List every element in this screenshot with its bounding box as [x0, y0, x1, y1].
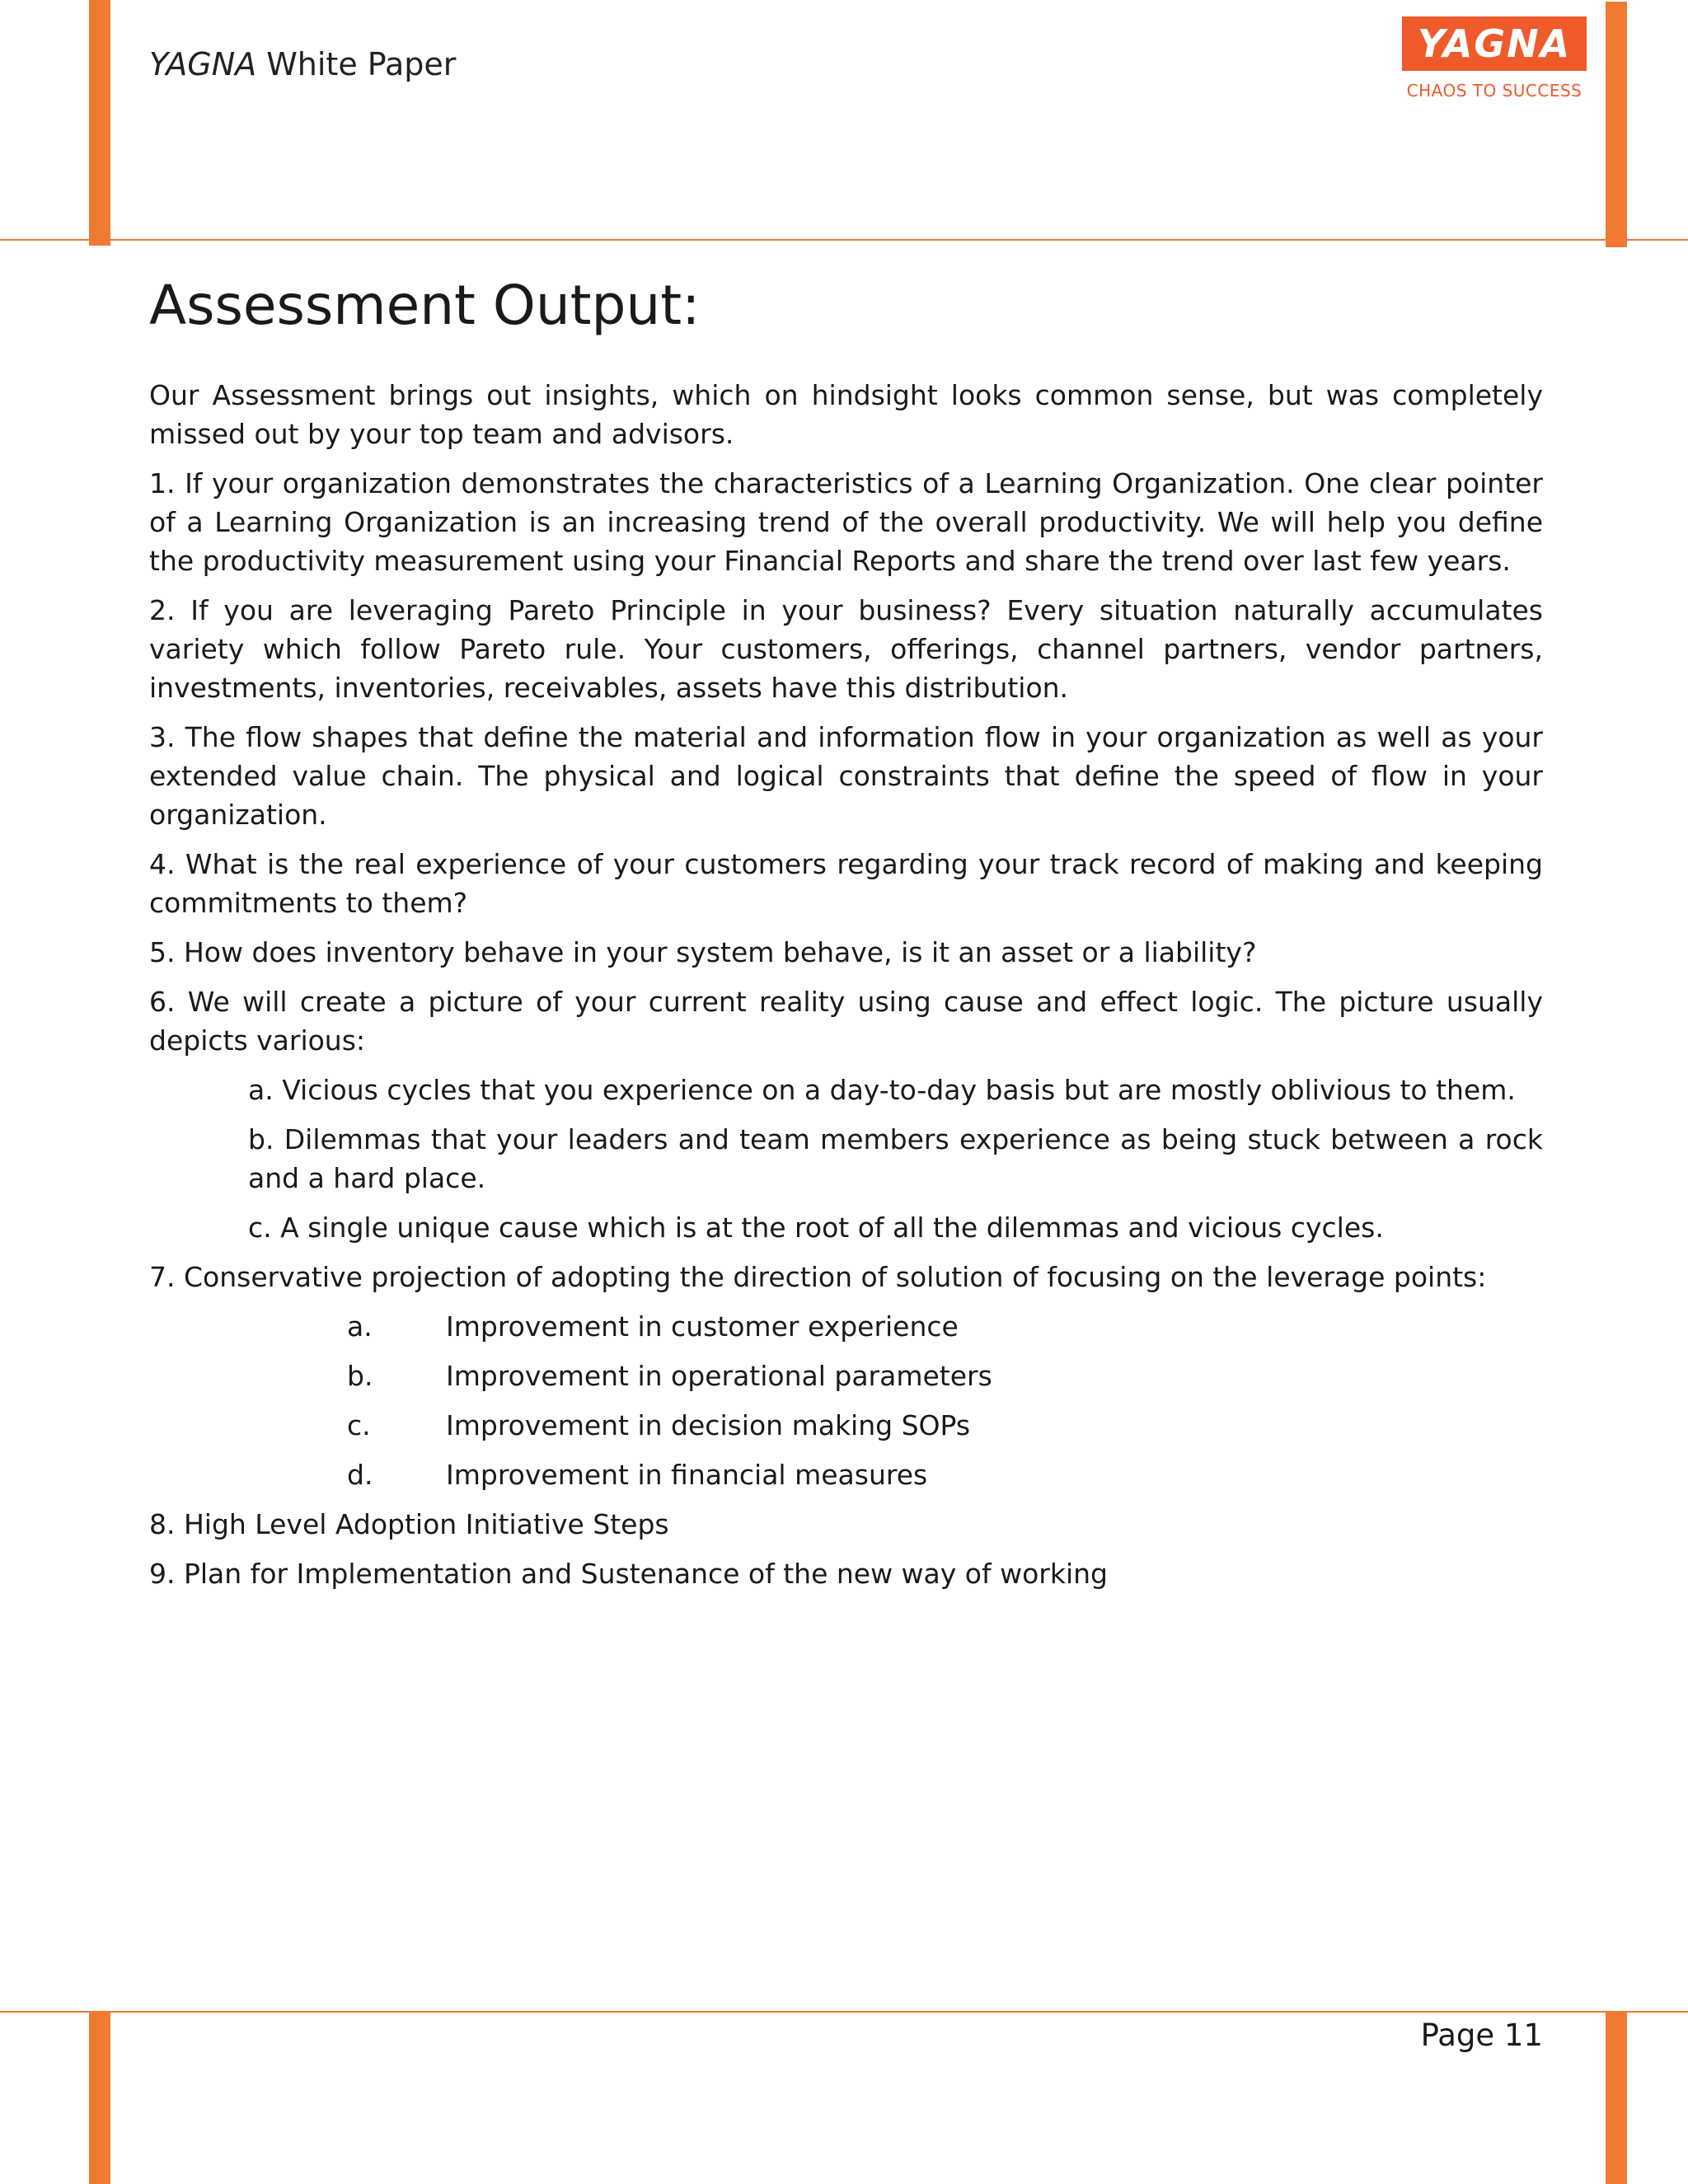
right-accent-bar-bottom: [1606, 2013, 1627, 2184]
leverage-point: [149, 1455, 1543, 1494]
leverage-point-letter: d.: [347, 1459, 373, 1491]
leverage-point: [149, 1357, 1543, 1395]
left-accent-bar-top: [89, 0, 110, 246]
sub-list-item: c. A single unique cause which is at the root of all the dilemmas and vicious cycles.: [248, 1212, 1384, 1244]
leverage-point: [149, 1406, 1543, 1445]
yagna-logo: [1402, 16, 1587, 101]
document-body: [149, 376, 1543, 1604]
header-divider: [0, 239, 1688, 241]
leverage-point-letter: c.: [347, 1409, 371, 1441]
header-title: White Paper: [266, 46, 457, 82]
logo-tagline: CHAOS TO SUCCESS: [1406, 81, 1582, 101]
page-number: Page 11: [1420, 2018, 1543, 2053]
leverage-point-letter: b.: [347, 1360, 373, 1392]
list-item: 5. How does inventory behave in your system behave, is it an asset or a liability?: [149, 936, 1257, 968]
right-accent-bar-top: [1606, 2, 1627, 247]
leverage-point-text: Improvement in financial measures: [446, 1459, 928, 1491]
list-item: 8. High Level Adoption Initiative Steps: [149, 1508, 669, 1540]
left-accent-bar-bottom: [89, 2013, 110, 2184]
list-item: 4. What is the real experience of your customers regarding your track record of making and keeping commitments to them?: [149, 848, 1543, 919]
document-header: [149, 46, 456, 82]
list-item: 3. The flow shapes that define the material and information flow in your organization as well as your extended value chain. The physical and logical constraints that define the speed of flow in your organization.: [149, 721, 1543, 831]
list-item: 7. Conservative projection of adopting the direction of solution of focusing on the leverage points:: [149, 1261, 1487, 1293]
header-brand: YAGNA: [149, 46, 257, 82]
list-item: 2. If you are leveraging Pareto Principle in your business? Every situation naturally accumulates variety which follow Pareto rule. Your customers, offerings, channel partners, vendor partners, investments, inventories, receivables, assets have this distribution.: [149, 594, 1543, 704]
leverage-point: [149, 1307, 1543, 1346]
leverage-point-letter: a.: [347, 1310, 373, 1343]
list-item: 6. We will create a picture of your current reality using cause and effect logic. The picture usually depicts various:: [149, 986, 1543, 1057]
footer-divider: [0, 2011, 1688, 2013]
sub-list-item: a. Vicious cycles that you experience on a day-to-day basis but are mostly oblivious to them.: [248, 1074, 1516, 1106]
leverage-points-list: [149, 1307, 1543, 1494]
list-item: 9. Plan for Implementation and Sustenance of the new way of working: [149, 1558, 1108, 1590]
leverage-point-text: Improvement in operational parameters: [446, 1360, 992, 1392]
sub-list-item: b. Dilemmas that your leaders and team members experience as being stuck between a rock and a hard place.: [248, 1123, 1543, 1194]
list-item: 1. If your organization demonstrates the characteristics of a Learning Organization. One clear pointer of a Learning Organization is an increasing trend of the overall productivity. We will help you define the productivity measurement using your Financial Reports and share the trend over last few years.: [149, 467, 1543, 577]
logo-wordmark: YAGNA: [1402, 16, 1587, 71]
leverage-point-text: Improvement in decision making SOPs: [446, 1409, 971, 1441]
leverage-point-text: Improvement in customer experience: [446, 1310, 959, 1343]
page-title: Assessment Output:: [149, 274, 701, 337]
intro-paragraph: Our Assessment brings out insights, which on hindsight looks common sense, but was completely missed out by your top team and advisors.: [149, 379, 1543, 450]
sub-list: [149, 1071, 1543, 1247]
